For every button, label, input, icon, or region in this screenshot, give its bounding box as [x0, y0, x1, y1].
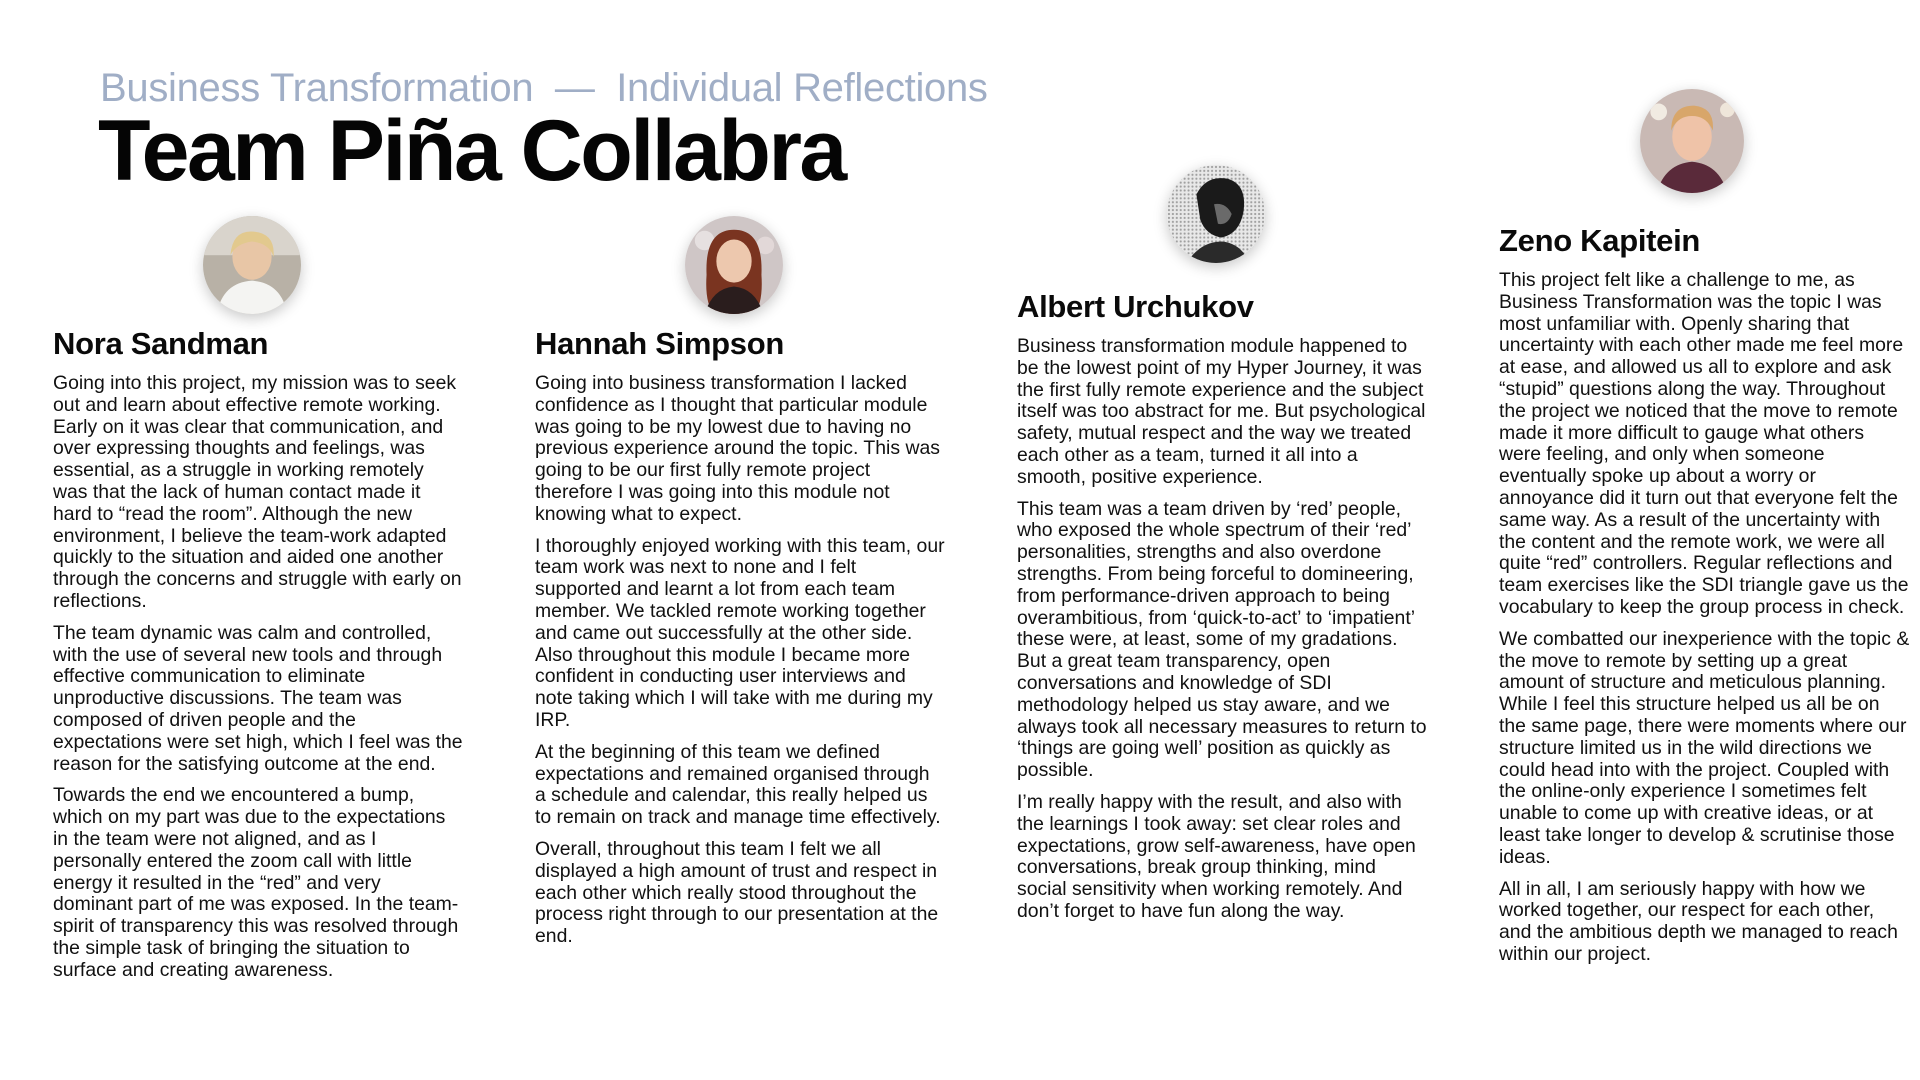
person-photo-icon [1640, 89, 1744, 193]
paragraph: Going into this project, my mission was to seek out and learn about effective remote working. Early on it was clear that communication, and over expressing thoughts and feelings, was essential, as a struggle in working remotely was that the lack of human contact made it hard to “read the room”. Although the new environment, I believe the team-work adapted quickly to the situation and aided one another through the concerns and struggle with early on reflections. [53, 372, 462, 612]
reflection-text [1017, 336, 1427, 933]
page-title: Team Piña Collabra [98, 103, 845, 199]
paragraph: At the beginning of this team we defined expectations and remained organised through a schedule and calendar, this really helped us to remain on track and manage time effectively. [535, 740, 941, 829]
avatar [1167, 165, 1265, 263]
paragraph: Business transformation module happened to be the lowest point of my Hyper Journey, it was the first fully remote experience and the subject itself was too abstract for me. But psychological safety, mutual respect and the way we treated each other as a team, turned it all into a smooth, positive experience. [1017, 335, 1426, 488]
paragraph: This project felt like a challenge to me, as Business Transformation was the topic I was most unfamiliar with. Openly sharing that uncertainty with each other made me feel more at ease, and allowed us all to explore and ask “stupid” questions along the way. Throughout the project we noticed that the move to remote made it more difficult to gauge what others were feeling, and only when someone eventually spoke up about a worry or annoyance did it turn out that everyone felt the same way. As a result of the uncertainty with the content and the remote work, we were all quite “red” controllers. Regular reflections and team exercises like the SDI triangle gave us the vocabulary to keep the group process in check. [1499, 269, 1909, 618]
avatar [685, 216, 783, 314]
person-photo-icon [685, 216, 783, 314]
paragraph: The team dynamic was calm and controlled, with the use of several new tools and through effective communication to eliminate unproductive discussions. The team was composed of driven people and the expectations were set high, which I feel was the reason for the satisfying outcome at the end. [53, 621, 463, 775]
paragraph: Towards the end we encountered a bump, which on my part was due to the expectations in the team were not aligned, and as I personally entered the zoom call with little energy it resulted in the “red” and very dominant part of me was exposed. In the team-spirit of transparency this was resolved through the simple task of bringing the situation to surface and creating awareness. [53, 784, 459, 981]
member-name: Zeno Kapitein [1499, 223, 1701, 258]
avatar [1640, 89, 1744, 193]
person-photo-icon [203, 216, 301, 314]
reflection-text [535, 373, 945, 958]
paragraph: I’m really happy with the result, and also with the learnings I took away: set clear roles and expectations, grow self-awareness, have open conversations, break group thinking, mind social sensitivity when working remotely. And don’t forget to have fun along the way. [1017, 790, 1416, 922]
avatar [203, 216, 301, 314]
paragraph: Overall, throughout this team I felt we all displayed a high amount of trust and respect in each other which really stood throughout the process right through to our presentation at the end. [535, 837, 939, 948]
person-photo-icon [1167, 165, 1265, 263]
reflection-text [1499, 270, 1911, 976]
paragraph: I thoroughly enjoyed working with this team, our team work was next to none and I felt supported and learnt a lot from each team member. We tackled remote working together and came out successfully at the other side. Also throughout this module I became more confident in conducting user interviews and note taking which I will take with me during my IRP. [535, 534, 945, 731]
reflection-text [53, 373, 463, 992]
paragraph: All in all, I am seriously happy with how we worked together, our respect for each other, and the ambitious depth we managed to reach within our project. [1499, 877, 1898, 965]
subtitle: Business Transformation — Individual Reflections [100, 66, 988, 110]
member-name: Nora Sandman [53, 326, 269, 361]
member-name: Albert Urchukov [1017, 289, 1254, 324]
paragraph: We combatted our inexperience with the topic & the move to remote by setting up a great amount of structure and meticulous planning. While I feel this structure helped us all be on the same page, there were moments where our structure limited us in the wild directions we could head into with the project. Coupled with the online-only experience I sometimes felt unable to come up with creative ideas, or at least take longer to develop & scrutinise those ideas. [1499, 627, 1910, 868]
member-name: Hannah Simpson [535, 326, 784, 361]
paragraph: Going into business transformation I lacked confidence as I thought that particular module was going to be my lowest due to having no previous experience around the topic. This was going to be our first fully remote project therefore I was going into this module not knowing what to expect. [535, 372, 940, 525]
paragraph: This team was a team driven by ‘red’ people, who exposed the whole spectrum of their ‘red’ personalities, strengths and also overdone strengths. From being forceful to domineering, from performance-driven approach to being overambitious, from ‘quick-to-act’ to ‘impatient’ these were, at least, some of my gradations. But a great team transparency, open conversations and knowledge of SDI methodology helped us stay aware, and we always took all necessary measures to return to ‘things are going well’ position as quickly as possible. [1017, 497, 1427, 782]
